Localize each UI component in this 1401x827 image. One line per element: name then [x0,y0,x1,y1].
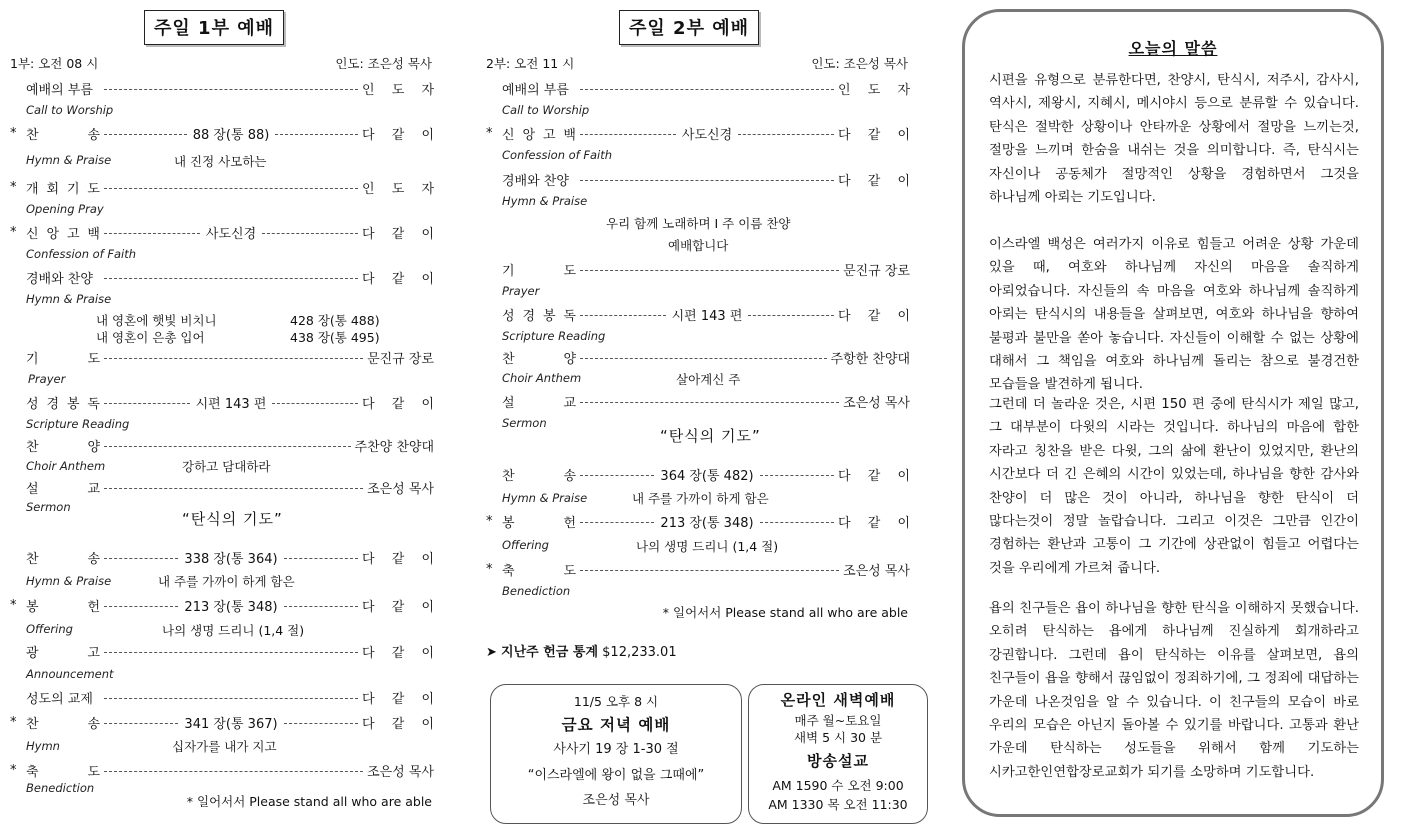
praise-line: 우리 함께 노래하며 I 주 이름 찬양 [606,216,791,231]
order-item: * 신 앙 고 백 사도신경 다 같 이 [10,224,435,242]
offering-stats-label: 지난주 헌금 통계 [501,645,599,660]
todays-word-panel [962,9,1384,817]
item-hymn-title: 내 주를 가까이 하게 함은 [632,491,769,506]
item-leader: 인 도 자 [362,82,434,98]
friday-title: 금요 저녁 예배 [561,716,671,734]
order-item: * 찬 송 88 장(통 88) 다 같 이 [10,125,435,143]
offering-stats-amount: $12,233.01 [602,645,677,660]
sermon-title: “탄식의 기도” [660,427,761,445]
item-name: 성도의 교제 [26,691,93,707]
item-name: 축 도 [502,563,576,579]
item-english: Scripture Reading [502,329,606,343]
stand-note: * 일어서서 Please stand all who are able [662,605,908,620]
item-name: 광 고 [26,645,100,661]
praise-song-title: 내 영혼이 은총 입어 [96,330,205,345]
item-name: 봉 헌 [502,515,576,531]
order-item [486,348,910,366]
item-leader: 조은성 목사 [843,395,910,411]
online-dawn-service-box [748,684,928,824]
friday-date: 11/5 오후 8 시 [573,694,659,709]
praise-song-number: 428 장(통 488) [290,313,380,328]
order-item [10,393,434,411]
order-item [486,79,910,97]
item-leader: 다 같 이 [362,396,435,412]
item-leader: 다 같 이 [362,716,434,732]
word-paragraph: 그런데 더 놀라운 것은, 시편 150 편 중에 탄식시가 제일 많고, 그 대부분이 다윗의 시라는 것입니다. 하나님의 마음에 합한 자라고 칭찬을 받은 다윗, 그의 삶에 환난이 있었지만, 환난의 시간보다 더 긴 은혜의 시간이 있었는데, 하나님을 향한 감사와 찬양이 더 많은 것이 아니라, 하나님을 향한 탄식이 더 많다는것이 정말 놀랍습니다. 그리고 이것은 그만큼 인간이 경험하는 환난과 고통이 그 기간에 상관없이 힘들고 어렵다는 것을 우리에게 가르쳐 줍니다. [989,397,1359,576]
item-english: Scripture Reading [26,417,130,431]
order-item: * 봉 헌 213 장(통 348) 다 같 이 [10,597,434,615]
item-leader: 다 같 이 [362,599,434,615]
item-detail: 88 장(통 88) [192,127,270,143]
item-name: 예배의 부름 [26,82,93,98]
online-time: 새벽 5 시 30 분 [793,730,883,745]
item-detail: 341 장(통 367) [184,716,278,732]
item-name: 찬 양 [26,439,100,455]
order-item: * 축 도 조은성 목사 [10,762,434,780]
item-leader: 인 도 자 [838,82,910,98]
item-english: Prayer [28,372,66,386]
item-leader: 다 같 이 [362,645,434,661]
item-name: 경배와 찬양 [26,271,93,287]
item-name: 기 도 [26,351,100,367]
item-leader: 조은성 목사 [367,481,434,497]
item-leader: 다 같 이 [838,173,910,189]
order-item: * 찬 송 341 장(통 367) 다 같 이 [10,714,434,732]
item-detail: 사도신경 [205,226,257,242]
item-english: Sermon [26,500,71,514]
item-english: Offering [502,538,549,552]
item-name: 찬 송 [502,468,576,484]
word-paragraph: 시편을 유형으로 분류한다면, 찬양시, 탄식시, 저주시, 감사시, 역사시, 제왕시, 지혜시, 메시야시 등으로 분류할 수 있습니다. 탄식은 절박한 상황이나 안타까운 상황에서 절망을 느끼는것, 절망을 느끼며 한숨을 내쉬는 것을 의미합니다. 즉, 탄식시는 자신이나 공동체가 절망적인 상황을 경험하면서 그것을 하나님께 아뢰는 기도입니다. [989,73,1359,206]
item-hymn-title: 나의 생명 드리니 (1,4 절) [162,623,305,638]
order-item: * 봉 헌 213 장(통 348) 다 같 이 [486,513,910,531]
item-leader: 다 같 이 [362,226,435,242]
online-days: 매주 월~토요일 [794,713,882,728]
item-leader: 다 같 이 [838,468,910,484]
online-title: 온라인 새벽예배 [780,691,896,709]
item-english: Hymn & Praise [26,153,112,167]
word-paragraph: 이스라엘 백성은 여러가지 이유로 힘들고 어려운 상황 가운데 있을 때, 여호와 하나님께 자신의 마음을 솔직하게 아뢰었습니다. 자신들의 속 마음을 여호와 하나님께 솔직하게 아뢰는 탄식시의 내용들을 살펴보면, 여호와 하나님을 향하여 불평과 불만을 쏟아 놓습니다. 자신들이 이해할 수 없는 상황에 대해서 그 책임을 여호와 하나님께 돌리는 참으로 불경건한 모습들을 발견하게 됩니다. [989,237,1359,393]
order-item [10,268,434,286]
item-name: 기 도 [502,263,576,279]
item-leader: 다 같 이 [362,551,434,567]
order-item [10,478,434,496]
order-item: * 신 앙 고 백 사도신경 다 같 이 [486,125,911,143]
item-name: 찬 송 [26,127,100,143]
item-english: Choir Anthem [502,371,582,385]
item-hymn-title: 나의 생명 드리니 (1,4 절) [636,539,779,554]
item-english: Opening Pray [26,202,104,216]
item-detail: 시편 143 편 [671,308,743,324]
item-name: 찬 양 [502,351,576,367]
sermon-title: “탄식의 기도” [182,510,283,528]
item-english: Hymn & Praise [502,491,588,505]
item-english: Hymn & Praise [502,194,588,208]
item-name: 개 회 기 도 [26,181,100,197]
order-item [486,392,910,410]
item-detail: 사도신경 [681,127,733,143]
item-leader: 다 같 이 [362,691,434,707]
item-detail: 364 장(통 482) [660,468,754,484]
item-detail: 213 장(통 348) [660,515,754,531]
service1-title: 주일 1부 예배 [144,10,284,45]
anthem-title: 강하고 담대하라 [182,459,271,474]
friday-preacher: 조은성 목사 [582,793,650,808]
item-name: 찬 송 [26,551,100,567]
item-leader: 다 같 이 [838,127,911,143]
item-name: 신 앙 고 백 [502,127,576,143]
item-name: 성 경 봉 독 [502,308,576,324]
item-english: Hymn & Praise [26,292,112,306]
item-name: 설 교 [502,395,576,411]
order-item [486,260,910,278]
item-english: Hymn & Praise [26,574,112,588]
order-item [486,465,910,483]
item-hymn-title: 내 주를 가까이 하게 함은 [158,574,295,589]
arrow-right-icon: ➤ [486,645,497,660]
item-english: Prayer [502,284,540,298]
item-leader: 문진규 장로 [843,263,910,279]
item-english: Hymn [26,739,60,753]
item-leader: 인 도 자 [362,181,434,197]
item-detail: 213 장(통 348) [184,599,278,615]
friday-topic: “이스라엘에 왕이 없을 그때에” [527,768,705,783]
order-item [10,436,434,454]
item-leader: 주항한 찬양대 [830,351,910,367]
order-item [486,305,910,323]
order-item [10,79,434,97]
broadcast-title: 방송설교 [807,752,869,770]
item-english: Benediction [26,781,95,795]
item-name: 신 앙 고 백 [26,226,100,242]
item-leader: 다 같 이 [362,127,435,143]
item-name: 축 도 [26,764,100,780]
service1-time: 1부: 오전 08 시 [10,56,99,71]
order-item [10,348,434,366]
item-leader: 조은성 목사 [843,563,910,579]
item-hymn-title: 십자가를 내가 지고 [172,739,277,754]
praise-line: 예배합니다 [668,238,729,253]
item-leader: 조은성 목사 [367,764,434,780]
offering-stats [486,645,677,661]
item-english: Announcement [26,667,114,681]
item-leader: 문진규 장로 [367,351,434,367]
item-english: Confession of Faith [26,247,137,261]
broadcast-am2: AM 1330 목 오전 11:30 [768,797,908,812]
praise-song-number: 438 장(통 495) [290,330,380,345]
anthem-title: 살아계신 주 [676,372,741,387]
friday-passage: 사사기 19 장 1-30 절 [553,742,679,757]
service2-time: 2부: 오전 11 시 [486,56,575,71]
broadcast-am1: AM 1590 수 오전 9:00 [772,778,904,793]
item-name: 예배의 부름 [502,82,569,98]
item-detail: 시편 143 편 [195,396,267,412]
item-name: 성 경 봉 독 [26,396,100,412]
stand-note: * 일어서서 Please stand all who are able [186,794,432,809]
item-english: Sermon [502,416,547,430]
order-item [10,642,434,660]
item-leader: 다 같 이 [838,515,910,531]
order-item [486,170,910,188]
item-leader: 다 같 이 [362,271,434,287]
item-english: Confession of Faith [502,148,613,162]
service1-leader: 인도: 조은성 목사 [335,56,432,71]
item-english: Choir Anthem [26,459,106,473]
service2-leader: 인도: 조은성 목사 [811,56,908,71]
item-hymn-title: 내 진정 사모하는 [174,154,267,169]
item-name: 경배와 찬양 [502,173,569,189]
item-name: 찬 송 [26,716,100,732]
word-title: 오늘의 말씀 [1128,39,1218,58]
item-leader: 주찬양 찬양대 [354,439,434,455]
word-paragraph: 욥의 친구들은 욥이 하나님을 향한 탄식을 이해하지 못했습니다. 오히려 탄식하는 욥에게 하나님께 진실하게 회개하라고 강권합니다. 그런데 욥이 탄식하는 이유를 살펴보면, 욥의 친구들이 욥을 향해서 끊임없이 정죄하기에, 그 정죄에 대답하는 가운데 나온것임을 알 수 있습니다. 이 친구들의 모습이 바로 우리의 모습은 아닌지 돌아볼 수 있기를 바랍니다. 고통과 환난 가운데 탄식하는 성도들을 위해서 함께 기도하는 시카고한인연합장로교회가 되기를 소망하며 기도합니다. [989,601,1359,780]
service2-title: 주일 2부 예배 [619,10,759,45]
item-leader: 다 같 이 [838,308,911,324]
praise-song-title: 내 영혼에 햇빛 비치니 [96,313,217,328]
item-english: Offering [26,622,73,636]
item-english: Call to Worship [26,103,114,117]
order-item [10,688,434,706]
item-name: 설 교 [26,481,100,497]
order-item: * 개 회 기 도 인 도 자 [10,179,434,197]
order-item: * 축 도 조은성 목사 [486,561,910,579]
item-name: 봉 헌 [26,599,100,615]
friday-service-box [490,684,742,824]
item-detail: 338 장(통 364) [184,551,278,567]
item-english: Call to Worship [502,103,590,117]
order-item [10,548,434,566]
item-english: Benediction [502,584,571,598]
